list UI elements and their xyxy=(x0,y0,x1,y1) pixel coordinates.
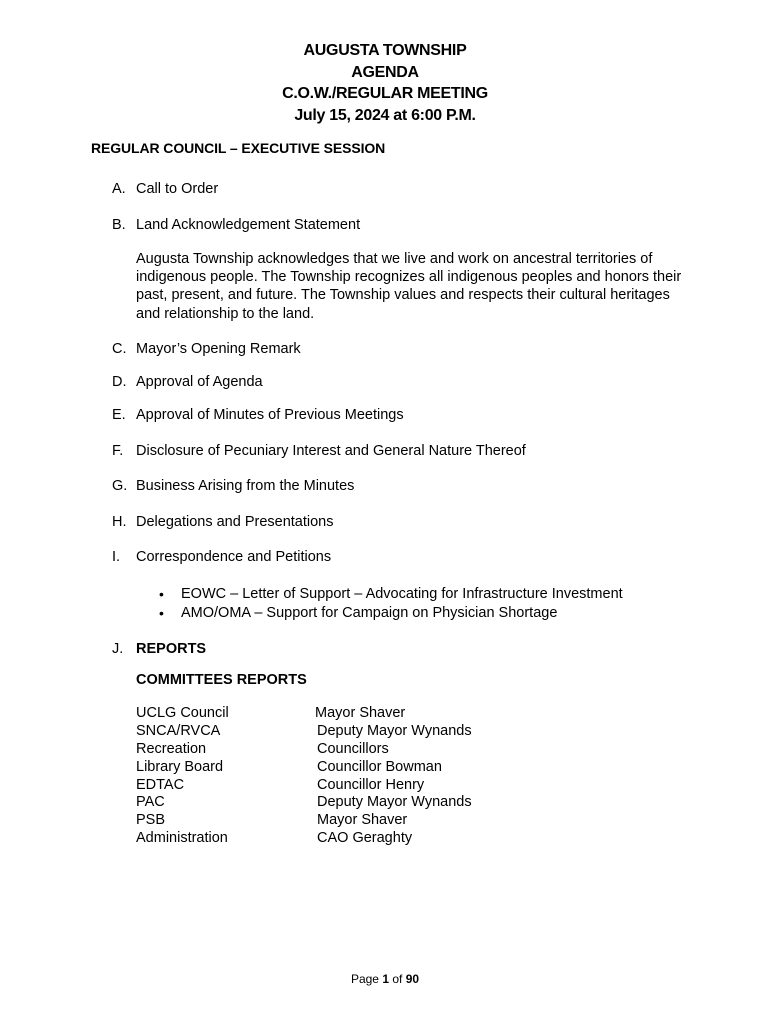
item-letter: D. xyxy=(112,374,127,390)
title-date-time: July 15, 2024 at 6:00 P.M. xyxy=(294,106,476,124)
list-item xyxy=(159,585,623,604)
land-acknowledgement-text: Augusta Township acknowledges that we live and work on ancestral territories of indigenous people. The Township recognizes all indigenous peoples and honors their past, present, and future. The Township values and respects their cultural heritages and relationship to the land. xyxy=(136,251,682,322)
committee-person: Councillor Bowman xyxy=(317,758,442,775)
section-heading: REGULAR COUNCIL – EXECUTIVE SESSION xyxy=(91,140,386,156)
committee-name: Library Board xyxy=(136,758,224,775)
item-label: Call to Order xyxy=(136,181,219,197)
item-letter: E. xyxy=(112,407,126,423)
item-letter: J. xyxy=(112,641,124,657)
title-township: AUGUSTA TOWNSHIP xyxy=(303,42,467,59)
committee-name: PSB xyxy=(136,812,166,829)
item-letter: C. xyxy=(112,341,127,357)
committee-person: Councillors xyxy=(317,740,389,757)
footer-total-pages: 90 xyxy=(405,972,420,986)
item-label: REPORTS xyxy=(136,641,207,657)
agenda-item-a xyxy=(112,180,218,198)
title-agenda: AGENDA xyxy=(351,63,419,81)
bullet-text: EOWC – Letter of Support – Advocating for Infrastructure Investment xyxy=(181,586,623,602)
bullet-icon: • xyxy=(159,604,164,621)
agenda-item-e xyxy=(112,406,404,424)
title-meeting-type: C.O.W./REGULAR MEETING xyxy=(282,85,488,102)
agenda-item-d xyxy=(112,373,263,391)
item-letter: I. xyxy=(112,549,121,565)
committees-heading: COMMITTEES REPORTS xyxy=(136,672,307,688)
item-label: Approval of Agenda xyxy=(136,374,263,390)
item-label: Business Arising from the Minutes xyxy=(136,478,355,494)
item-letter: G. xyxy=(112,478,128,494)
item-letter: F. xyxy=(112,443,124,459)
committee-name: SNCA/RVCA xyxy=(136,722,221,739)
committee-person: Mayor Shaver xyxy=(317,812,408,829)
footer-of-word: of xyxy=(392,972,403,986)
committee-person: Deputy Mayor Wynands xyxy=(317,794,472,811)
agenda-item-f xyxy=(112,442,526,460)
committee-name: EDTAC xyxy=(136,776,185,793)
document-title xyxy=(0,40,770,126)
agenda-item-c xyxy=(112,340,301,358)
item-label: Approval of Minutes of Previous Meetings xyxy=(136,407,404,423)
committee-person: Councillor Henry xyxy=(317,776,425,793)
footer-page-word: Page xyxy=(350,972,379,986)
agenda-item-g xyxy=(112,477,354,495)
committee-name: PAC xyxy=(136,794,165,811)
committee-person: Mayor Shaver xyxy=(315,705,406,721)
item-letter: B. xyxy=(112,217,126,233)
item-label: Mayor’s Opening Remark xyxy=(136,341,301,357)
item-letter: H. xyxy=(112,514,127,530)
agenda-item-h xyxy=(112,513,334,531)
committee-person: Deputy Mayor Wynands xyxy=(317,722,472,739)
correspondence-list xyxy=(159,585,623,622)
item-label: Correspondence and Petitions xyxy=(136,549,332,565)
agenda-item-j xyxy=(112,640,206,658)
bullet-icon: • xyxy=(159,586,164,602)
committee-name: UCLG Council xyxy=(136,705,229,721)
agenda-item-b xyxy=(112,216,360,234)
agenda-item-i xyxy=(112,548,331,566)
committee-name: Administration xyxy=(136,830,228,847)
item-label: Land Acknowledgement Statement xyxy=(136,217,361,233)
committee-person: CAO Geraghty xyxy=(317,830,413,847)
item-letter: A. xyxy=(112,181,126,197)
footer-current-page: 1 xyxy=(382,972,389,986)
item-label: Delegations and Presentations xyxy=(136,514,334,530)
committee-name: Recreation xyxy=(136,740,207,757)
item-label: Disclosure of Pecuniary Interest and General Nature Thereof xyxy=(136,443,526,459)
list-item xyxy=(159,604,623,623)
page-footer xyxy=(0,972,770,986)
bullet-text: AMO/OMA – Support for Campaign on Physician Shortage xyxy=(181,604,558,621)
